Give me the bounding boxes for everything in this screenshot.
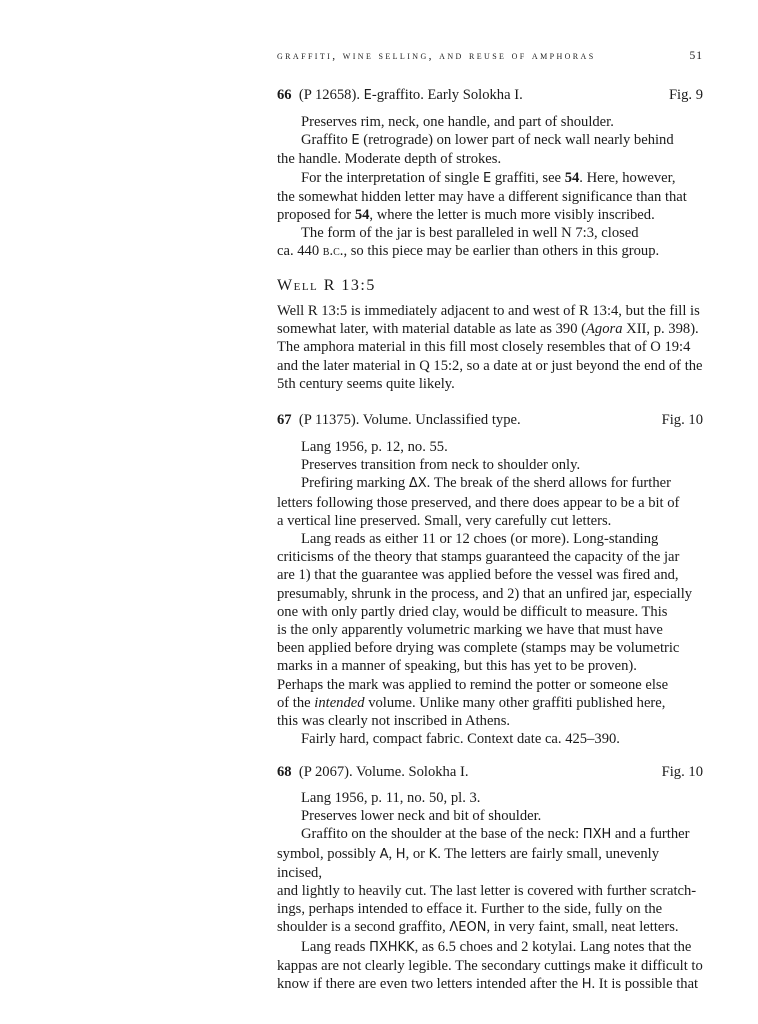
entry-number: 68 [277, 764, 292, 780]
paragraph: For the interpretation of single E graffiti, see 54. Here, however, [301, 169, 676, 186]
figure-reference: Fig. 10 [661, 412, 703, 428]
paragraph-cont: ca. 440 b.c., so this piece may be earlier than others in this group. [277, 243, 660, 260]
running-title: graffiti, wine selling, and reuse of amphoras [277, 50, 596, 62]
section-well-r-13-5 [277, 277, 703, 295]
entry-67-heading: 67 (P 11375). Volume. Unclassified type. Fig. 10 [277, 412, 703, 428]
entry-68-body: Lang 1956, p. 11, no. 50, pl. 3. Preserves lower neck and bit of shoulder. Graffito on the shoulder at the base of the neck: ΠΧΗ and a further symbol, possibly A, H, or K. The letters are fairly small, unevenly incised, and lightly to heavily cut. The last letter is covered with further scratch- ings, perhaps intended to efface it. Further to the side, fully on the shoulder is a second graffito, ΛΕΟΝ, in very faint, small, neat letters. Lang reads ΠΧΗΚΚ, as 6.5 choes and 2 kotylai. Lang notes that the kappas are not clearly legible. The secondary cuttings make it difficult to know if there are even two letters intended after the H. It is possible that [277, 790, 703, 993]
paragraph-cont: the somewhat hidden letter may have a different significance than that [277, 188, 687, 205]
entry-68 [277, 763, 703, 781]
entry-66-body [277, 113, 703, 261]
entry-68-heading: 68 (P 2067). Volume. Solokha I. Fig. 10 [277, 764, 703, 780]
running-header [277, 50, 703, 66]
figure-reference: Fig. 10 [661, 764, 703, 780]
page-number: 51 [689, 50, 703, 62]
paragraph-cont: proposed for 54, where the letter is much more visibly inscribed. [277, 207, 655, 224]
entry-67-body: Lang 1956, p. 12, no. 55. Preserves transition from neck to shoulder only. Prefiring marking ΔΧ. The break of the sherd allows for further letters following those preserved, and there does appear to be a bit of a vertical line preserved. Small, very carefully cut letters. Lang reads as either 11 or 12 choes (or more). Long-standing criticisms of the theory that stamps guaranteed the capacity of the jar are 1) that the guarantee was applied before the vessel was fired and, presumably, shrunk in the process, and 2) that an unfired jar, especially one with only partly dried clay, would be difficult to measure. This is the only apparently volumetric marking we have that must have been applied before drying was complete (stamps may be volumetric marks in a manner of speaking, but this has yet to be proven). Perhaps the mark was applied to remind the potter or someone else of the intended volume. Unlike many other graffiti published here, this was clearly not inscribed in Athens. Fairly hard, compact fabric. Context date ca. 425–390. [277, 439, 693, 748]
entry-number: 66 [277, 87, 292, 103]
section-body: Well R 13:5 is immediately adjacent to and west of R 13:4, but the fill is somewhat later, with material datable as late as 390 (Agora XII, p. 398). The amphora material in this fill most closely resembles that of O 19:4 and the later material in Q 15:2, so a date at or just beyond the end of the 5th century seems quite likely. [277, 303, 703, 392]
figure-reference: Fig. 9 [668, 87, 703, 103]
entry-66 [277, 86, 703, 104]
section-heading: Well R 13:5 [277, 277, 376, 294]
entry-number: 67 [277, 412, 292, 428]
paragraph: The form of the jar is best paralleled in well N 7:3, closed [301, 225, 639, 242]
entry-67 [277, 411, 703, 429]
paragraph-cont: the handle. Moderate depth of strokes. [277, 151, 502, 168]
paragraph: Graffito E (retrograde) on lower part of neck wall nearly behind [301, 132, 674, 149]
entry-66-heading: 66 (P 12658). E-graffito. Early Solokha I. Fig. 9 [277, 87, 703, 103]
paragraph: Preserves rim, neck, one handle, and part of shoulder. [301, 114, 614, 130]
